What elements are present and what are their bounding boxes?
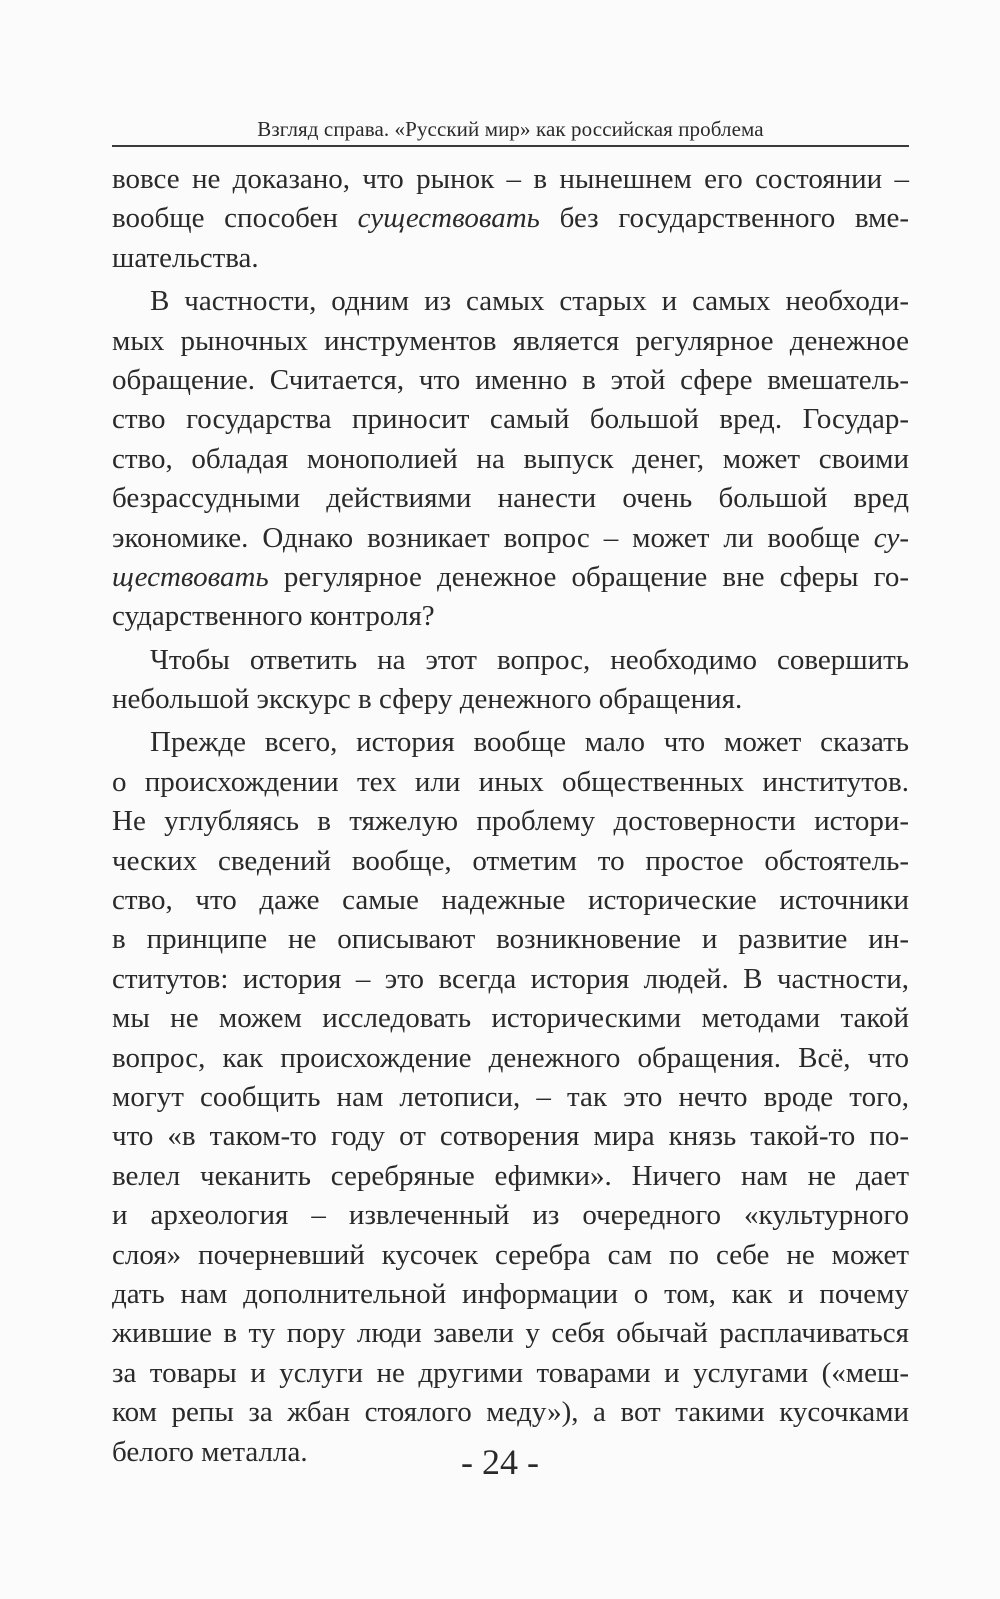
text-line	[112, 519, 909, 558]
text-line	[112, 322, 909, 361]
running-head: Взгляд справа. «Русский мир» как российская проблема	[257, 117, 764, 141]
text-line	[112, 1157, 909, 1196]
text-run: велел чеканить серебряные ефимки». Ничего нам не дает	[112, 1159, 909, 1192]
text-line	[112, 361, 909, 400]
text-line	[112, 1039, 909, 1078]
text-line	[112, 1236, 909, 1275]
text-line	[112, 558, 909, 597]
text-line	[112, 723, 909, 762]
text-line	[112, 960, 909, 999]
text-line	[112, 842, 909, 881]
text-run: без государственного вме-	[539, 202, 910, 235]
text-line	[112, 1314, 909, 1353]
emphasis-text: ществовать	[112, 560, 269, 593]
text-run: что «в таком-то году от сотворения мира князь такой-то по-	[112, 1120, 909, 1153]
text-line	[112, 479, 909, 518]
text-run: сударственного контроля?	[112, 600, 435, 633]
text-line	[112, 160, 909, 199]
text-run: мы не можем исследовать историческими методами такой	[112, 1002, 909, 1035]
text-line	[112, 1117, 909, 1156]
text-run: вовсе не доказано, что рынок – в нынешнем его состоянии –	[112, 163, 909, 195]
text-run: ство, обладая монополией на выпуск денег, может своими	[112, 442, 909, 475]
paragraph	[112, 282, 909, 637]
paragraph	[112, 160, 909, 278]
text-line	[112, 199, 909, 238]
text-line	[112, 680, 909, 719]
text-line	[112, 282, 909, 321]
paragraph	[112, 641, 909, 720]
text-run: ститутов: история – это всегда история людей. В частности,	[112, 962, 909, 995]
text-line	[112, 763, 909, 802]
text-run: Чтобы ответить на этот вопрос, необходимо совершить	[150, 643, 909, 676]
text-line	[112, 400, 909, 439]
text-run: ком репы за жбан стоялого меду»), а вот такими кусочками	[112, 1396, 909, 1429]
text-run: слоя» почерневший кусочек серебра сам по себе не может	[112, 1238, 909, 1271]
text-run: о происхождении тех или иных общественных институтов.	[112, 765, 909, 798]
text-run: ство, что даже самые надежные исторические источники	[112, 884, 909, 917]
text-run: в принципе не описывают возникновение и развитие ин-	[112, 923, 909, 956]
text-run: Не углубляясь в тяжелую проблему достоверности истори-	[112, 805, 909, 838]
text-line	[112, 1275, 909, 1314]
text-run: шательства.	[112, 241, 259, 274]
text-line	[112, 1354, 909, 1393]
text-line	[112, 920, 909, 959]
text-line	[112, 1078, 909, 1117]
text-line	[112, 641, 909, 680]
text-run: безрассудными действиями нанести очень большой вред	[112, 482, 909, 515]
text-run: и археология – извлеченный из очередного «культурного	[112, 1199, 909, 1232]
text-line	[112, 999, 909, 1038]
text-run: ческих сведений вообще, отметим то простое обстоятель-	[112, 844, 909, 877]
text-line	[112, 239, 909, 278]
text-run: мых рыночных инструментов является регулярное денежное	[112, 324, 909, 357]
page-number: - 24 -	[461, 1442, 539, 1482]
text-run: обращение. Считается, что именно в этой сфере вмешатель-	[112, 363, 909, 396]
text-run: экономике. Однако возникает вопрос – может ли вообще	[112, 521, 874, 554]
emphasis-text: су-	[873, 521, 909, 554]
text-run: дать нам дополнительной информации о том, как и почему	[112, 1277, 909, 1310]
text-run: ство государства приносит самый большой вред. Государ-	[112, 403, 909, 436]
text-run: могут сообщить нам летописи, – так это нечто вроде того,	[112, 1080, 909, 1113]
header-rule	[112, 145, 909, 147]
text-run: регулярное денежное обращение вне сферы го-	[268, 560, 909, 593]
text-run: В частности, одним из самых старых и самых необходи-	[150, 285, 909, 318]
text-run: вообще способен	[112, 202, 358, 235]
text-line	[112, 440, 909, 479]
text-line	[112, 597, 909, 636]
text-run: небольшой экскурс в сферу денежного обращения.	[112, 683, 743, 716]
text-run: вопрос, как происхождение денежного обращения. Всё, что	[112, 1041, 909, 1074]
text-run: жившие в ту пору люди завели у себя обычай расплачиваться	[112, 1317, 909, 1350]
paragraph	[112, 723, 909, 1471]
body-text	[112, 160, 909, 1472]
text-line	[112, 881, 909, 920]
text-run: белого металла.	[112, 1435, 308, 1468]
text-line	[112, 802, 909, 841]
text-line	[112, 1196, 909, 1235]
text-line	[112, 1393, 909, 1432]
text-run: за товары и услуги не другими товарами и услугами («меш-	[112, 1356, 909, 1389]
text-run: Прежде всего, история вообще мало что может сказать	[150, 726, 909, 759]
emphasis-text: существовать	[357, 202, 540, 235]
